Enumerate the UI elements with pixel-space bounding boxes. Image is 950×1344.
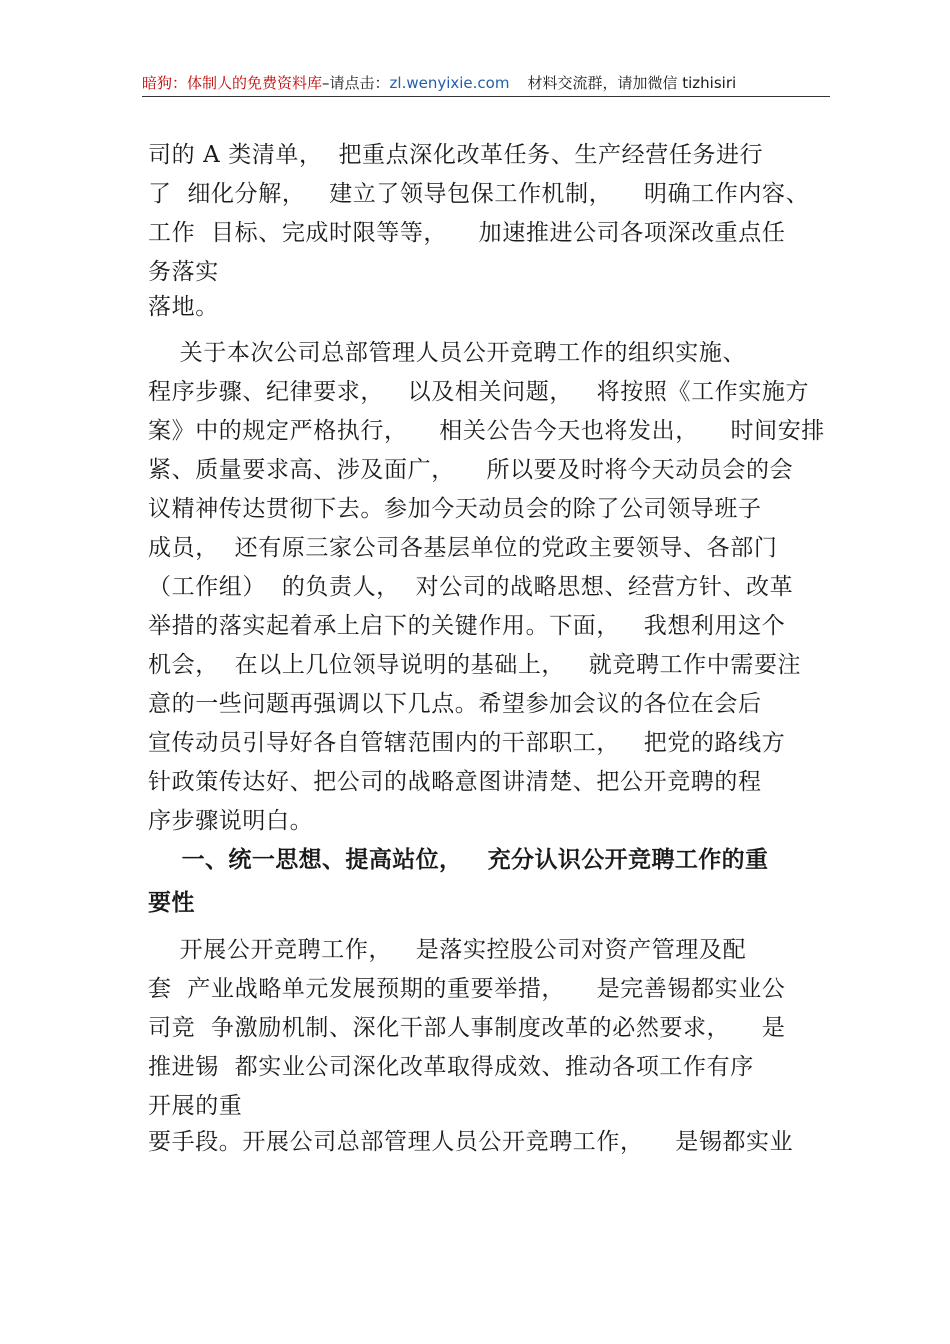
body-line: 紧、质量要求高、涉及面广， 所以要及时将今天动员会的会 bbox=[148, 457, 794, 483]
body-line: 了 细化分解， 建立了领导包保工作机制， 明确工作内容、 bbox=[148, 181, 810, 207]
body-line: 司竞 争激励机制、深化干部人事制度改革的必然要求， 是 bbox=[148, 1015, 786, 1041]
section-heading: 一、统一思想、提高站位， 充分认识公开竞聘工作的重 bbox=[148, 847, 769, 873]
body-line: 关于本次公司总部管理人员公开竞聘工作的组织实施、 bbox=[148, 340, 747, 366]
body-line: 司的 A 类清单， 把重点深化改革任务、生产经营任务进行 bbox=[148, 142, 764, 168]
body-line: 工作 目标、完成时限等等， 加速推进公司各项深改重点任 bbox=[148, 220, 786, 246]
header-brand: 暗狗：体制人的免费资料库 bbox=[142, 74, 323, 92]
body-line: 针政策传达好、把公司的战略意图讲清楚、把公开竞聘的程 bbox=[148, 769, 762, 795]
body-line: 成员， 还有原三家公司各基层单位的党政主要领导、各部门 bbox=[148, 535, 778, 561]
body-line: 程序步骤、纪律要求， 以及相关问题， 将按照《工作实施方 bbox=[148, 379, 810, 405]
body-line: 推进锡 都实业公司深化改革取得成效、推动各项工作有序 bbox=[148, 1054, 754, 1080]
body-line: 套 产业战略单元发展预期的重要举措， 是完善锡都实业公 bbox=[148, 976, 786, 1002]
body-line: 落地。 bbox=[148, 294, 219, 320]
body-line: （工作组） 的负责人， 对公司的战略思想、经营方针、改革 bbox=[148, 574, 794, 600]
body-line: 机会， 在以上几位领导说明的基础上， 就竞聘工作中需要注 bbox=[148, 652, 802, 678]
body-line: 要手段。开展公司总部管理人员公开竞聘工作， 是锡都实业 bbox=[148, 1129, 794, 1155]
header-contact: 材料交流群，请加微信 tizhisiri bbox=[527, 74, 737, 92]
body-line: 开展的重 bbox=[148, 1093, 243, 1119]
body-line: 意的一些问题再强调以下几点。希望参加会议的各位在会后 bbox=[148, 691, 762, 717]
body-line: 举措的落实起着承上启下的关键作用。下面， 我想利用这个 bbox=[148, 613, 786, 639]
body-line: 开展公开竞聘工作， 是落实控股公司对资产管理及配 bbox=[148, 937, 747, 963]
body-line: 议精神传达贯彻下去。参加今天动员会的除了公司领导班子 bbox=[148, 496, 762, 522]
body-line: 宣传动员引导好各自管辖范围内的干部职工， 把党的路线方 bbox=[148, 730, 786, 756]
body-line: 务落实 bbox=[148, 259, 219, 285]
header-url-link[interactable]: zl.wenyixie.com bbox=[389, 74, 510, 92]
body-line: 案》中的规定严格执行， 相关公告今天也将发出， 时间安排 bbox=[148, 418, 825, 444]
section-heading: 要性 bbox=[148, 890, 195, 916]
page-header bbox=[142, 70, 830, 97]
header-prompt: –请点击： bbox=[322, 74, 390, 92]
body-line: 序步骤说明白。 bbox=[148, 808, 314, 834]
